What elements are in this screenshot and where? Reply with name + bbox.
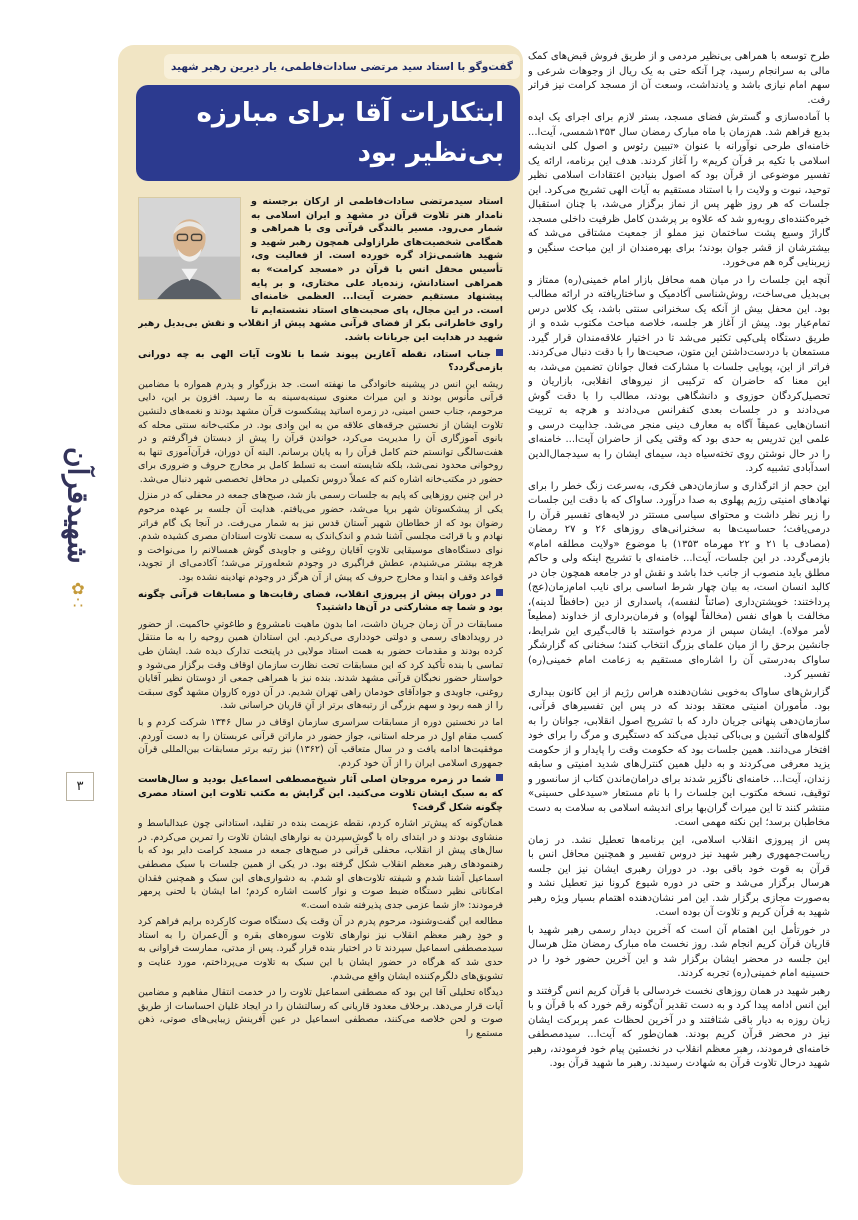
- column-paragraph: این حجم از اثرگذاری و سازمان‌دهی فکری، به‌سرعت زنگ خطر را برای نهادهای امنیتی رژیم پهلوی به صدا درآورد. ساواک که با دقت این جلسات را زیر نظر داشت و محتوای سیاسی مستتر در لایه‌های تفسیر قرآن را درمی‌یافت؛ حساسیت‌ها به سخنرانی‌های روزهای ۲۶ و ۲۷ رمضان (مصادف با ۲۱ و ۲۲ مهرماه ۱۳۵۳) با موضوع «ولایت مطلقه امام» بازمی‌گردد. در این جلسات، آیت‌ا... خامنه‌ای با تشریح اینکه ولی و حاکم مطلق باید منصوب از جانب خدا باشد و نقش او در جامعه همچون جان در کالبد انسان است، به بیان چهار شرط اساسی برای نایب امام‌زمان(عج) پرداختند: خویشتن‌داری (صائناً لنفسه)، پاسداری از دین (حافظاً لدینه)، مخالفت با هوای نفس (مخالفاً لهواه) و فرمان‌برداری از خداوند (مطیعاً لأمر مولاه). ایشان سپس از مردم خواستند با قالب‌گیری این شرایط، جانشین برحق را از میان علمای بزرگ انتخاب کنند؛ سخنانی که گزارشگر ساواک به‌درستی آن را اشاره‌ای مستقیم به زعامت امام خمینی(ره) تفسیر کرد.: [528, 480, 830, 680]
- question-bullet-icon: [496, 589, 503, 596]
- answer-paragraph: اما در نخستین دوره از مسابقات سراسری سازمان اوقاف در سال ۱۳۴۶ شرکت کردم و با کسب مقام اول در مرحله استانی، جواز حضور در ماراتن قرآنی عربستان را به دست آوردم. موفقیت‌ها ادامه یافت و در سال متعاقب آن (۱۳۶۲) نیز رتبه برتر مسابقات بین‌المللی قرآن جمهوری اسلامی ایران را از آن خود کردم.: [138, 716, 503, 769]
- answer-paragraph: مطالعه این گفت‌وشنود، مرحوم پدرم در آن وقت یک دستگاه صوت کارکرده برایم فراهم کرد و خودِ رهبر معظم انقلاب نیز نوارهای تلاوت سوره‌های بقره و آل‌عمران را به استاد سیدمصطفی اسماعیل سپردند تا در اختیار بنده قرار گیرد. پس از مدتی، ممارست فراوانی به حدی شد که هرگاه در حضور ایشان با این سبک به تلاوت می‌پرداختم، مورد عنایت و تشویق‌های دلگرم‌کننده ایشان واقع می‌شدم.: [138, 916, 503, 982]
- answer-paragraph: ریشه این انس در پیشینه خانوادگی ما نهفته است. جد بزرگوار و پدرم همواره با مضامین قرآنی مأنوس بودند و این میراث معنوی سینه‌به‌سینه به ما رسید. افزون بر این، دایی مرحومم، جناب حسن امینی، در زمره اساتید پیشکسوت قرآن مشهد بودند و نغمه‌های دلنشین تلاوت ایشان از نخستین جرقه‌های علاقه من به این وادی بود. در مکتب‌خانه سنتی محله که بانوی آموزگاری آن را مدیریت می‌کرد، خواندن قرآن را پیش از دبستان فراگرفتم و در هفت‌سالگی توانستم ختم کامل قرآن را به پایان برسانم. البته آن دوران، قرآن‌آموزی تنها به روخوانی محدود نمی‌شد، بلکه شایسته است به تسلط کامل بر مخارج حروف و ضروری برای حضور در مکتب‌خانه اشاره کنم که عملاً دروس تکمیلی در محافل تخصصی شهر دنبال می‌شد.: [138, 378, 503, 485]
- column-paragraph: در خورتأمل این اهتمام آن است که آخرین دیدار رسمی رهبر شهید با قاریان قرآن کریم انجام شد. روز نخست ماه مبارک رمضان مثل هرسال این جلسه در محضر ایشان برگزار شد و این آخرین حضور خود را در حسینیه امام خمینی(ره) تجربه کردند.: [528, 924, 830, 979]
- interview-panel: [118, 45, 523, 1185]
- article-title-box: [136, 85, 520, 181]
- question-bullet-icon: [496, 774, 503, 781]
- article-kicker: گفت‌وگو با استاد سید مرتضی سادات‌فاطمی، یار دیرین رهبر شهید: [164, 54, 520, 79]
- portrait-photo: [138, 197, 241, 300]
- column-paragraph: با آماده‌سازی و گسترش فضای مسجد، بستر لازم برای اجرای یک ایده بدیع فراهم شد. هم‌زمان با ماه مبارک رمضان سال ۱۳۵۳شمسی، آیت‌ا... خامنه‌ای طرحی نوآورانه با عنوان «تبیین رئوس و اصول کلی اندیشه اسلامی با تکیه بر قرآن کریم» را آغاز کردند. هدف این برنامه، ارائه یک تفسیر موضوعی از قرآن بود که اصول بنیادین اعتقادات اسلامی نظیر توحید، نبوت و ولایت را با استناد مستقیم به آیات الهی تشریح می‌کرد. این جلسات که هر روز ظهر پس از نماز برگزار می‌شد، با چنان استقبال خیره‌کننده‌ای روبه‌رو شد که علاوه بر پرشدن کامل ظرفیت داخلی مسجد، گاراژ وسیع پشت ساختمان نیز مملو از جمعیت مشتاقی می‌شد که بیشترشان از قشر جوان بودند؛ برای بهره‌مندان از این مباحث سنگین و زیربنایی گره هم می‌خورد.: [528, 112, 830, 268]
- question-1-text: جناب استاد، نقطه آغازین پیوند شما با تلاوت آیات الهی به چه دورانی بازمی‌گردد؟: [138, 348, 503, 374]
- continuation-column: [528, 50, 830, 1190]
- column-paragraph: آنچه این جلسات را در میان همه محافل بازار امام خمینی(ره) ممتاز و بی‌بدیل می‌ساخت، روش‌شناسی آکادمیک و ساختاریافته در ارائه مطالب بود. این محفل بیش از آنکه یک سخنرانی سنتی باشد، یک کلاس درس تمام‌عیار بود. پیش از آغاز هر جلسه، خلاصه مباحث مکتوب شده و از طریق دستگاه پلی‌کپی تکثیر می‌شد تا در اختیار علاقه‌مندان قرار گیرد. مستمعان با دردست‌داشتن این متون، صحبت‌ها را با دقت دنبال می‌کردند. فراتر از این، پویایی جلسات با مشارکت فعال جوانان تضمین می‌شد، به این معنا که حاضران که ترکیبی از نیروهای انقلابی، بازاریان و تحصیل‌کردگان حوزوی و دانشگاهی بودند، مطالب را با دقت گوش می‌دادند و در جلسات بعدی کنفرانس می‌دادند و هرچه به تربیت انسان‌هایی عمیقاً آگاه به معارف دینی منجر می‌شد. جذابیت درسی و علمی این تدریس به حدی بود که وقتی یکی از حاضران آیت‌ا... خامنه‌ای را در حال نوشتن روی تخته‌سیاه دید، سیمای ایشان را به سیدجمال‌الدین اسدآبادی تشبیه کرد.: [528, 274, 830, 474]
- question-3: [138, 773, 503, 814]
- article-intro: استاد سیدمرتضی سادات‌فاطمی از ارکان برجسته و نامدار هنر تلاوت قرآن در مشهد و ایران اسلامی به شمار می‌رود. مسیر بالندگی قرآنی وی با همراهی و همگامی شخصیت‌های طرازاولی همچون رهبر شهید و شهید هاشمی‌نژاد گره خورده است. از فعالیت وی، تأسیس محفل انس با قرآن در «مسجد کرامت» به همراهی استادانش، زنده‌یاد علی مختاری، و بر پایه پیشنهاد مستقیم حضرت آیت‌ا... العظمی خامنه‌ای است. در این مجال، پای صحبت‌های استاد نشسته‌ایم تا راوی خاطراتی بکر از فضای قرآنی مشهد پیش از انقلاب و نقش بی‌بدیل رهبر شهید در هدایت این جریانات باشد.: [138, 196, 503, 343]
- question-3-text: شما در زمره مروجان اصلی آثار شیخ‌مصطفی اسماعیل بودید و سال‌هاست که به سبک ایشان تلاوت می‌کنید. این گرایش به مکتب تلاوت این استاد مصری چگونه شکل گرفت؟: [138, 774, 503, 813]
- answer-paragraph: مسابقات در آن زمان جریان داشت، اما بدون ماهیت نامشروع و طاغوتیِ حاکمیت. از حضور در رویدادهای رسمی و دولتی خودداری می‌کردیم. این استادان همین روحیه را به ما منتقل کرده بودند و مقدمات حضور به همت استاد مولایی در پایتخت تدارک دیده شد. ایشان طی تماسی با بنده تأکید کرد که این مسابقات تحت نظارت سازمان اوقاف وقت برگزار می‌شود و خواستار حضور نخبگان قرآنی مشهد شدند. بنده نیز با همراهی جمعی از دوستان نظیر آقایان روغنی، جاویدی و جوادآقای خودمان راهی تهران شدیم. در آن دوره کاروان مشهد گوی سبقت را از همه ربود و سهم بزرگی از رتبه‌های برتر از آنِ قاریان خراسانی شد.: [138, 618, 503, 712]
- article-title-line2: بی‌نظیر بود: [357, 138, 504, 168]
- ornament-dots: ∴: [72, 593, 84, 612]
- column-paragraph: رهبر شهید در همان روزهای نخست خردسالی با قرآن کریم انس گرفتند و این انس ادامه پیدا کرد و به دست تقدیر آن‌گونه رقم خورد که با قرآن و با زبان روزه به دیار باقی شتافتند و در آخرین لحظات عمر پربرکت ایشان نیز در محضر قرآن کریم بودند. همان‌طور که آیت‌ا... سیدمصطفی خامنه‌ای فرمودند، رهبر معظم انقلاب در نخستین پیام خود فرمودند، رهبر شهید درحال تلاوت قرآن به شهادت رسیدند. رهبر ما شهید قرآن بود.: [528, 985, 830, 1069]
- column-paragraph: گزارش‌های ساواک به‌خوبی نشان‌دهنده هراس رژیم از این کانون بیداری بود. مأموران امنیتی معتقد بودند که در پس این تفسیرهای قرآنی، سازمان‌دهی پنهانی جریان دارد که با تشریح اصول انقلابی، جوانان را به گلوله‌های آتشین و بی‌باکی تبدیل می‌کند که دستگیری و مرگ را برای خود افتخار می‌دانند. همین جلسات بود که حکومت وقت را پایدار و از حکومت یزید معرفی می‌کردند و به دلیل همین کنترل‌های شدید امنیتی و سابقه زندان، آیت‌ا... خامنه‌ای ناگزیر شدند برای درامان‌ماندن کتاب از سانسور و توقیف، نسخه مکتوب این جلسات را با نام مستعار «سیدعلی حسینی» منتشر کنند تا این میراث گران‌بها برای اندیشه اسلامی به سلامت به دست مخاطبان برسد؛ این نکته مهمی است.: [528, 686, 830, 828]
- article-title-line1: ابتکارات آقا برای مبارزه: [196, 98, 504, 128]
- question-2: [138, 588, 503, 615]
- question-2-text: در دوران پیش از پیروزی انقلاب، فضای رقابت‌ها و مسابقات قرآنی چگونه بود و شما چه مشارکتی در آن‌ها داشتید؟: [138, 588, 503, 614]
- ornament-flower: ✿: [71, 579, 85, 598]
- portrait-illustration: [139, 198, 240, 299]
- answer-paragraph: در این چنین روزهایی که پایم به جلسات رسمی باز شد، صبح‌های جمعه در محفلی که در منزل یکی از پیشکسوتان شهر برپا می‌شد، حضور می‌یافتم. هدایت آن جلسه بر عهده مرحوم رضوان بود که از خطاطان شهیر آستان قدس نیز به شمار می‌رفت. در آنجا یک گام فراتر نهادم و با قرائت مجلسی آشنا شدم و اندک‌اندک به سمت تلاوت استادان مصری کشیده شدم. نوای دستگاه‌های موسیقایی تلاوتِ آقایان روغنی و جاویدی گوش همسالانم را می‌نواخت و هرچه بیشتر می‌شنیدم، عطش فراگیری در وجودم شعله‌ورتر می‌شد؛ آکادمی‌ای از تجوید، قواعد وقف و ابتدا و مخارج حروف که پیش از آن هرگز در وجودم نهادینه نشده بود.: [138, 490, 503, 584]
- answer-paragraph: همان‌گونه که پیش‌تر اشاره کردم، نقطه عزیمت بنده در تقلید، استادانی چون عبدالباسط و منشاوی بودند و در ابتدای راه با گوش‌سپردن به نوارهای ایشان تلاوت را تمرین می‌کردم. در سال‌های پیش از انقلاب، محفلی قرآنی در صبح‌های جمعه در مسجد کرامت دایر بود که با رهنمودهای رهبر معظم انقلاب شکل گرفته بود. در یکی از همین جلسات با سبک مصطفی اسماعیل آشنا شدم و شیفته تلاوت‌های او شدم. به دشواری‌های این سبک و همچنین فقدان امکاناتی نظیر دستگاه ضبط صوت و نوار کاست اشاره کردم؛ اما ایشان با لحنی پرمهر فرمودند: «از شما عزمی جدی پذیرفته شده است.»: [138, 818, 503, 911]
- column-paragraph: طرح توسعه با همراهی بی‌نظیر مردمی و از طریق فروش قبض‌های کمک مالی به سرانجام رسید، چرا آنکه حتی به یک ریال از وجوهات شرعی و سهم امام نیازی باشد و یادنداشت، وسعت آن از مسجد کرامت نیز فراتر رفت.: [528, 51, 830, 106]
- question-1: [138, 348, 503, 375]
- page-number: ۳: [66, 772, 94, 801]
- column-paragraph: پس از پیروزی انقلاب اسلامی، این برنامه‌ها تعطیل نشد. در زمان ریاست‌جمهوری رهبر شهید نیز دروس تفسیر و همچنین محافل انس با قرآن به قوت خود باقی بود. در دوران رهبری ایشان نیز این جلسه هرسال برگزار می‌شد و حتی در دوره شیوع کرونا نیز تعطیل نشد و به‌صورت مجازی برگزار شد. این امر نشان‌دهنده اهتمام بسیار ویژه رهبر شهید به قرآن کریم و تلاوت آن بوده است.: [528, 834, 830, 918]
- flower-ornament-icon: [66, 579, 90, 612]
- magazine-logo-vertical: شهیدقرآن: [61, 446, 95, 564]
- panel-body: [138, 195, 503, 1175]
- answer-paragraph: دیدگاه تحلیلی آقا این بود که مصطفی اسماعیل تلاوت را در خدمت انتقال مفاهیم و مضامین آیات قرار می‌دهد. برخلاف معدود قاریانی که رسالتشان را در ایجاد غلیان احساسات از طریق صوت و لحن خلاصه می‌کنند، مصطفی اسماعیل در عین آفرینش زیبایی‌های صوتی، ذهن مستمع را: [138, 987, 503, 1040]
- question-bullet-icon: [496, 349, 503, 356]
